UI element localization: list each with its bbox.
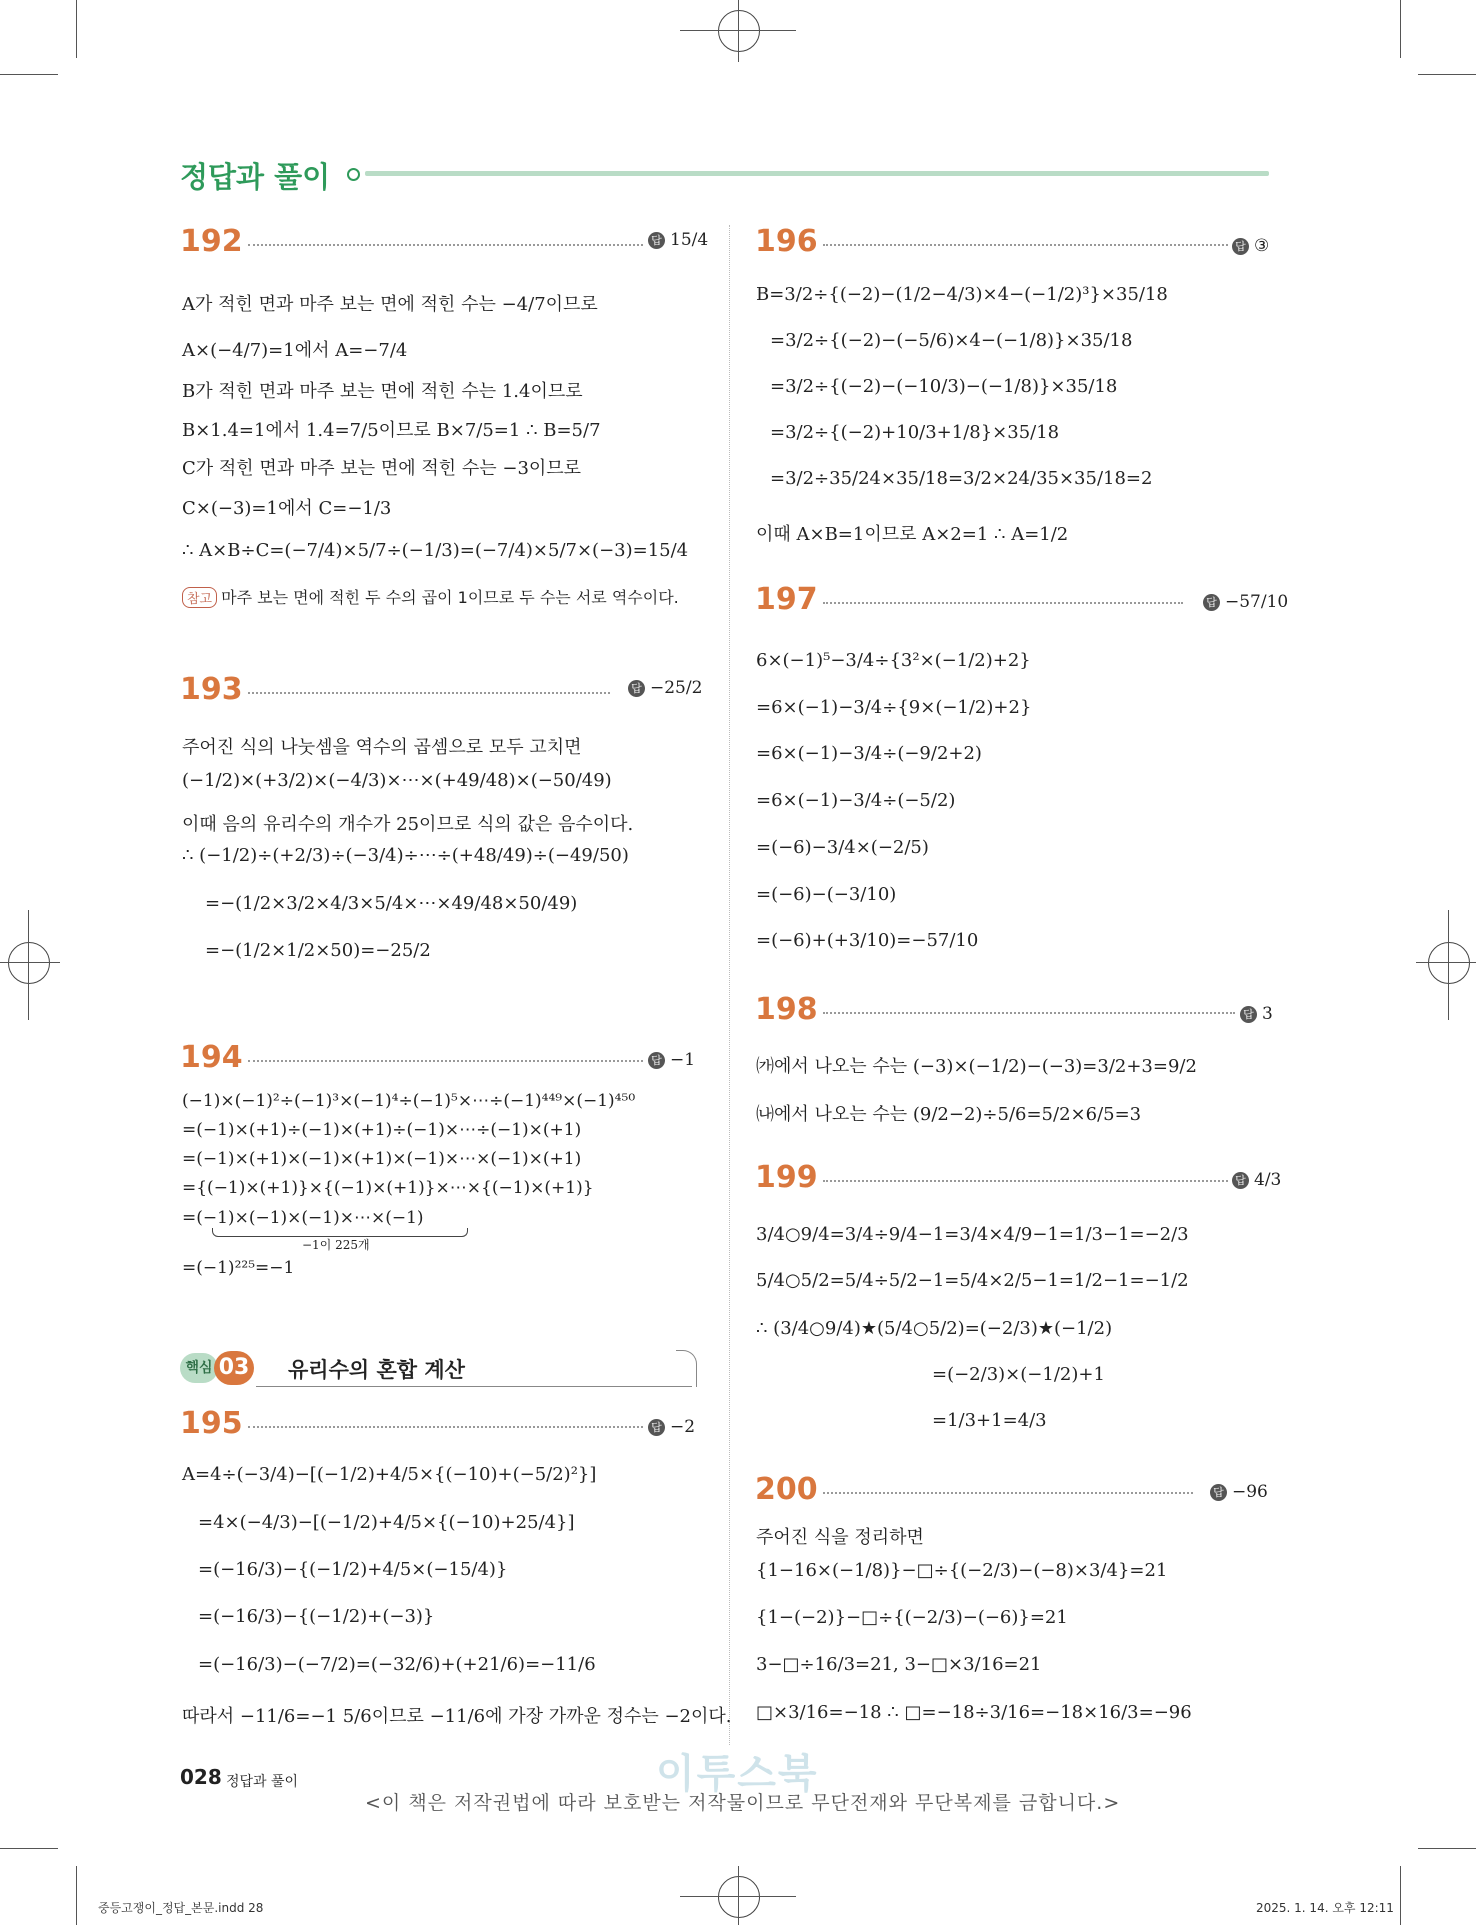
solution-line: =(−2/3)×(−1/2)+1 [932, 1364, 1105, 1385]
answer-192: 답 15/4 [648, 230, 708, 250]
solution-line: ∴ (3/4○9/4)★(5/4○5/2)=(−2/3)★(−1/2) [756, 1318, 1113, 1339]
problem-number-195: 195 [180, 1406, 243, 1441]
solution-line: =−(1/2×3/2×4/3×5/4×⋯×49/48×50/49) [205, 893, 578, 914]
solution-line: ∴ A×B÷C=(−7/4)×5/7÷(−1/3)=(−7/4)×5/7×(−3)=15/4 [182, 540, 689, 561]
core-curve [676, 1350, 697, 1387]
leader-dots [823, 1492, 1193, 1494]
solution-line: =(−1)²²⁵=−1 [182, 1258, 295, 1278]
header-rule [365, 171, 1269, 176]
solution-line: ∴ (−1/2)÷(+2/3)÷(−3/4)÷⋯÷(+48/49)÷(−49/50) [182, 845, 629, 866]
solution-line: =(−6)−3/4×(−2/5) [756, 837, 929, 858]
crop-mark [1448, 910, 1449, 1020]
answer-badge-icon: 답 [1232, 1172, 1249, 1189]
problem-number-192: 192 [180, 224, 243, 259]
underbrace-label: −1이 225개 [302, 1238, 370, 1252]
solution-line: =6×(−1)−3/4÷(−9/2+2) [756, 743, 982, 764]
solution-line: =3/2÷{(−2)−(−5/6)×4−(−1/8)}×35/18 [770, 330, 1133, 351]
crop-mark [1418, 74, 1476, 75]
answer-193: 답 −25/2 [628, 678, 702, 698]
problem-number-200: 200 [755, 1472, 818, 1507]
solution-line: =3/2÷{(−2)+10/3+1/8}×35/18 [770, 422, 1060, 443]
leader-dots [248, 692, 610, 694]
answer-198: 답 3 [1240, 1004, 1273, 1024]
slug-date: 2025. 1. 14. 오후 12:11 [1256, 1901, 1394, 1915]
solution-line: B×1.4=1에서 1.4=7/5이므로 B×7/5=1 ∴ B=5/7 [182, 420, 601, 441]
answer-badge-icon: 답 [1232, 238, 1249, 255]
section-heading [180, 1350, 697, 1388]
solution-line: ㈏에서 나오는 수는 (9/2−2)÷5/6=5/2×6/5=3 [756, 1104, 1142, 1125]
solution-line: ={(−1)×(+1)}×{(−1)×(+1)}×⋯×{(−1)×(+1)} [182, 1178, 594, 1198]
crop-mark [0, 74, 58, 75]
solution-line: 6×(−1)⁵−3/4÷{3²×(−1/2)+2} [756, 650, 1031, 671]
solution-line: {1−(−2)}−□÷{(−2/3)−(−6)}=21 [756, 1607, 1068, 1628]
crop-mark [738, 0, 739, 62]
solution-line: =(−1)×(+1)÷(−1)×(+1)÷(−1)×⋯÷(−1)×(+1) [182, 1120, 582, 1140]
solution-line: =4×(−4/3)−[(−1/2)+4/5×{(−10)+25/4}] [198, 1512, 575, 1533]
solution-line: (−1)×(−1)²÷(−1)³×(−1)⁴÷(−1)⁵×⋯÷(−1)⁴⁴⁹×(−1)⁴⁵⁰ [182, 1091, 636, 1111]
answer-200: 답 −96 [1210, 1482, 1268, 1502]
crop-mark [738, 1866, 739, 1925]
solution-line: =(−16/3)−{(−1/2)+4/5×(−15/4)} [198, 1559, 508, 1580]
answer-196: 답 ③ [1232, 236, 1269, 256]
solution-line: =(−16/3)−(−7/2)=(−32/6)+(+21/6)=−11/6 [198, 1654, 596, 1675]
core-underline [256, 1386, 692, 1387]
solution-line: =(−1)×(+1)×(−1)×(+1)×(−1)×⋯×(−1)×(+1) [182, 1149, 582, 1169]
registration-mark [718, 1876, 760, 1918]
solution-line: =(−16/3)−{(−1/2)+(−3)} [198, 1606, 435, 1627]
reference-note [182, 585, 679, 608]
answer-195: 답 −2 [648, 1417, 695, 1437]
registration-mark [8, 942, 50, 984]
solution-line: =−(1/2×1/2×50)=−25/2 [205, 940, 431, 961]
solution-line: =(−6)+(+3/10)=−57/10 [756, 930, 979, 951]
solution-line: (−1/2)×(+3/2)×(−4/3)×⋯×(+49/48)×(−50/49) [182, 770, 612, 791]
problem-number-194: 194 [180, 1040, 243, 1075]
answer-badge-icon: 답 [628, 680, 645, 697]
crop-mark [1418, 1848, 1476, 1849]
solution-line: =3/2÷{(−2)−(−10/3)−(−1/8)}×35/18 [770, 376, 1118, 397]
solution-line: □×3/16=−18 ∴ □=−18÷3/16=−18×16/3=−96 [756, 1702, 1192, 1723]
crop-mark [0, 962, 60, 963]
solution-line: 이때 A×B=1이므로 A×2=1 ∴ A=1/2 [756, 524, 1069, 545]
registration-mark [718, 10, 760, 52]
crop-mark [0, 1848, 58, 1849]
problem-number-198: 198 [755, 992, 818, 1027]
solution-line: ㈎에서 나오는 수는 (−3)×(−1/2)−(−3)=3/2+3=9/2 [756, 1056, 1197, 1077]
solution-line: B가 적힌 면과 마주 보는 면에 적힌 수는 1.4이므로 [182, 381, 583, 402]
solution-line: =(−6)−(−3/10) [756, 884, 897, 905]
answer-badge-icon: 답 [1240, 1006, 1257, 1023]
answer-197: 답 −57/10 [1203, 592, 1288, 612]
solution-line: A×(−4/7)=1에서 A=−7/4 [182, 340, 408, 361]
answer-badge-icon: 답 [648, 232, 665, 249]
note-tag: 참고 [182, 587, 217, 608]
solution-line: =6×(−1)−3/4÷{9×(−1/2)+2} [756, 697, 1032, 718]
solution-line: =1/3+1=4/3 [932, 1410, 1047, 1431]
registration-mark [1428, 942, 1470, 984]
solution-line: =3/2÷35/24×35/18=3/2×24/35×35/18=2 [770, 468, 1153, 489]
solution-line: 주어진 식을 정리하면 [756, 1527, 924, 1548]
solution-line: =(−1)×(−1)×(−1)×⋯×(−1) [182, 1208, 424, 1228]
core-title: 유리수의 혼합 계산 [288, 1358, 465, 1382]
crop-mark [28, 910, 29, 1020]
crop-mark [76, 1866, 77, 1925]
solution-line: =6×(−1)−3/4÷(−5/2) [756, 790, 956, 811]
solution-line: C×(−3)=1에서 C=−1/3 [182, 498, 392, 519]
crop-mark [1400, 1866, 1401, 1925]
watermark-logo: 이투스북 [656, 1751, 819, 1797]
answer-badge-icon: 답 [1203, 594, 1220, 611]
copyright-notice: <이 책은 저작권법에 따라 보호받는 저작물이므로 무단전재와 무단복제를 금합니다.> [365, 1792, 1121, 1814]
leader-dots [248, 1426, 643, 1428]
crop-mark [1416, 962, 1476, 963]
solution-line: 주어진 식의 나눗셈을 역수의 곱셈으로 모두 고치면 [182, 737, 582, 758]
leader-dots [248, 244, 643, 246]
column-divider [729, 225, 730, 1745]
answer-badge-icon: 답 [648, 1052, 665, 1069]
solution-line: 따라서 −11/6=−1 5/6이므로 −11/6에 가장 가까운 정수는 −2이다. [182, 1706, 732, 1727]
page-title: 정답과 풀이 [180, 160, 331, 194]
leader-dots [823, 602, 1183, 604]
leader-dots [823, 1012, 1235, 1014]
problem-number-196: 196 [755, 224, 818, 259]
problem-number-199: 199 [755, 1160, 818, 1195]
solution-line: 5/4○5/2=5/4÷5/2−1=5/4×2/5−1=1/2−1=−1/2 [756, 1270, 1189, 1291]
answer-194: 답 −1 [648, 1050, 695, 1070]
page-number: 028 [180, 1765, 222, 1789]
solution-line: 3/4○9/4=3/4÷9/4−1=3/4×4/9−1=1/3−1=−2/3 [756, 1224, 1189, 1245]
header-dot [347, 168, 360, 181]
answer-badge-icon: 답 [648, 1419, 665, 1436]
solution-line: A가 적힌 면과 마주 보는 면에 적힌 수는 −4/7이므로 [182, 294, 598, 315]
note-text: 마주 보는 면에 적힌 두 수의 곱이 1이므로 두 수는 서로 역수이다. [221, 588, 679, 607]
leader-dots [823, 244, 1228, 246]
solution-line: C가 적힌 면과 마주 보는 면에 적힌 수는 −3이므로 [182, 458, 582, 479]
slug-file: 중등고쟁이_정답_본문.indd 28 [98, 1901, 264, 1915]
leader-dots [823, 1180, 1228, 1182]
page-label: 정답과 풀이 [226, 1774, 299, 1790]
problem-number-193: 193 [180, 672, 243, 707]
leader-dots [248, 1060, 643, 1062]
solution-line: 3−□÷16/3=21, 3−□×3/16=21 [756, 1654, 1042, 1675]
crop-mark [1400, 0, 1401, 58]
answer-199: 답 4/3 [1232, 1170, 1281, 1190]
solution-line: 이때 음의 유리수의 개수가 25이므로 식의 값은 음수이다. [182, 814, 634, 835]
problem-number-197: 197 [755, 582, 818, 617]
answer-badge-icon: 답 [1210, 1484, 1227, 1501]
solution-line: {1−16×(−1/8)}−□÷{(−2/3)−(−8)×3/4}=21 [756, 1560, 1168, 1581]
solution-line: A=4÷(−3/4)−[(−1/2)+4/5×{(−10)+(−5/2)²}] [182, 1464, 597, 1485]
solution-line: B=3/2÷{(−2)−(1/2−4/3)×4−(−1/2)³}×35/18 [756, 284, 1168, 305]
core-number: 03 [214, 1351, 254, 1385]
crop-mark [76, 0, 77, 58]
core-tag: 핵심 [180, 1353, 218, 1383]
